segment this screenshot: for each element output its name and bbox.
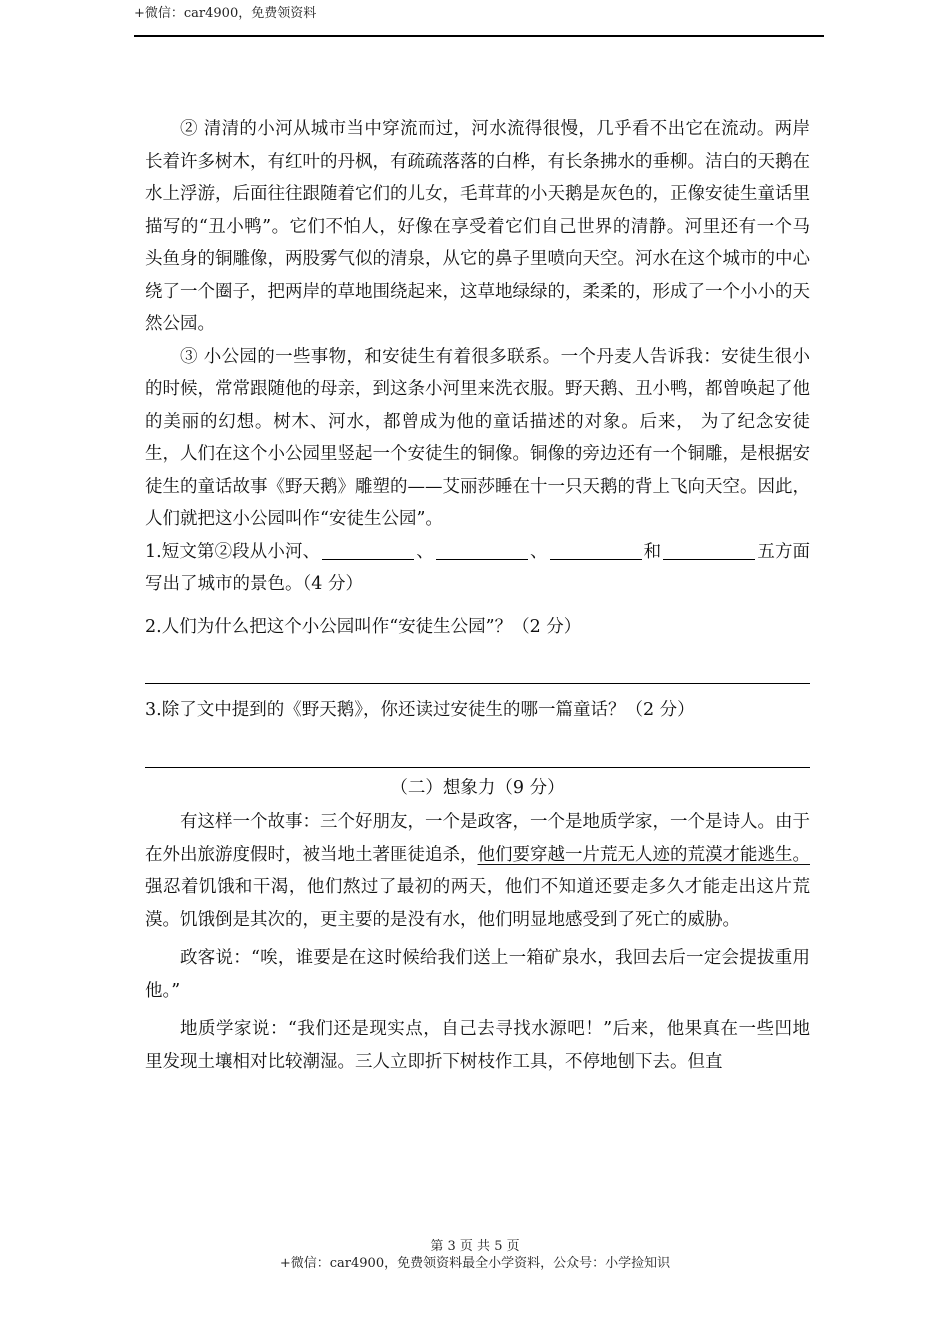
answer-blank-1[interactable] (322, 541, 414, 560)
story-paragraph-2: 政客说：“唉，谁要是在这时候给我们送上一箱矿泉水，我回去后一定会提拔重用他。” (145, 948, 810, 1001)
answer-line-2[interactable] (145, 643, 810, 684)
question-3: 3.除了文中提到的《野天鹅》，你还读过安徒生的哪一篇童话？（2 分） (145, 700, 695, 720)
answer-line-3[interactable] (145, 727, 810, 768)
page-number: 第 3 页 共 5 页 (430, 1239, 520, 1254)
question-1 (145, 536, 810, 601)
page-content (145, 113, 810, 1078)
header-divider (134, 35, 824, 37)
story-paragraph-1 (145, 806, 810, 936)
answer-blank-2[interactable] (436, 541, 528, 560)
question-1-and: 和 (643, 541, 662, 562)
question-1-end: 五方面写出了城市的景色。（4 分） (145, 541, 811, 594)
answer-blank-4[interactable] (663, 541, 755, 560)
question-2: 2.人们为什么把这个小公园叫作“安徒生公园”？（2 分） (145, 616, 582, 637)
underlined-sentence: 他们要穿越一片荒无人迹的荒漠才能逃生。 (477, 844, 810, 865)
passage-paragraph-3: ③ 小公园的一些事物，和安徒生有着很多联系。一个丹麦人告诉我：安徒生很小的时候，常常跟随他的母亲，到这条小河里来洗衣服。野天鹅、丑小鸭，都曾唤起了他的美丽的幻想。树木、河水，都曾成为他的童话描述的对象。后来， 为了纪念安徒生，人们在这个小公园里竖起一个安徒生的铜像。铜像的旁边还有一个铜雕，是根据安徒生的童话故事《野天鹅》雕塑的——艾丽莎睡在十一只天鹅的背上飞向天空。因此，人们就把这小公园叫作“安徒生公园”。 (145, 346, 810, 529)
header-note: +微信：car4900，免费领资料 (134, 6, 317, 21)
story-paragraph-3: 地质学家说：“我们还是现实点，自己去寻找水源吧！”后来，他果真在一些凹地里发现土壤相对比较潮湿。三人立即折下树枝作工具，不停地刨下去。但直 (145, 1019, 810, 1072)
footer-note: +微信：car4900，免费领资料最全小学资料，公众号：小学捡知识 (279, 1256, 671, 1271)
section-title: （二）想象力（9 分） (390, 777, 565, 798)
question-1-sep2: 、 (529, 541, 548, 562)
passage-paragraph-2: ② 清清的小河从城市当中穿流而过，河水流得很慢，几乎看不出它在流动。两岸长着许多树木，有红叶的丹枫，有疏疏落落的白桦，有长条拂水的垂柳。洁白的天鹅在水上浮游，后面往往跟随着它们的儿女，毛茸茸的小天鹅是灰色的，正像安徒生童话里描写的“丑小鸭”。它们不怕人，好像在享受着它们自己世界的清静。河里还有一个马头鱼身的铜雕像，两股雾气似的清泉，从它的鼻子里喷向天空。河水在这个城市的中心绕了一个圈子，把两岸的草地围绕起来，这草地绿绿的，柔柔的，形成了一个小小的天然公园。 (145, 119, 810, 334)
question-1-sep1: 、 (416, 541, 434, 562)
question-1-start: 1.短文第②段从小河、 (145, 541, 321, 562)
story-paragraph-1-end: 强忍着饥饿和干渴，他们熬过了最初的两天，他们不知道还要走多久才能走出这片荒漠。饥饿倒是其次的，更主要的是没有水，他们明显地感受到了死亡的威胁。 (145, 877, 810, 930)
story-paragraph-1-start: 有这样一个故事：三个好朋友，一个是政客，一个是地质学家，一个是诗人。由于在外出旅游度假时，被当地土著匪徒追杀， (145, 812, 810, 865)
answer-blank-3[interactable] (550, 541, 642, 560)
